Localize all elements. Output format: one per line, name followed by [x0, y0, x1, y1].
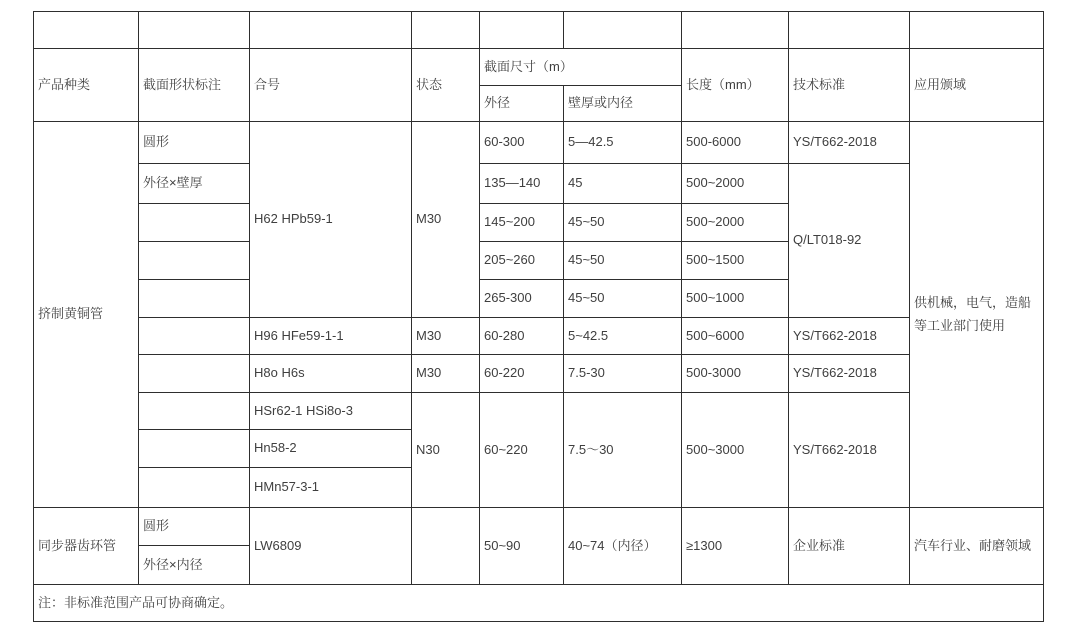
cell-outer-diameter: 265-300	[480, 280, 564, 318]
cell-standard: YS/T662-2018	[789, 122, 910, 164]
empty-cell	[139, 355, 250, 393]
cell-alloy: H8o H6s	[250, 355, 412, 393]
cell-state: M30	[412, 122, 480, 318]
empty-cell	[139, 318, 250, 355]
cell-outer-diameter: 50~90	[480, 508, 564, 585]
cell-application: 供机械，电气，造船等工业部门使用	[910, 122, 1044, 508]
table-row	[34, 508, 1044, 546]
cell-shape: 圆形	[139, 122, 250, 164]
cell-length: 500~6000	[682, 318, 789, 355]
cell-shape: 外径×内径	[139, 546, 250, 585]
cell-wall: 7.5-30	[564, 355, 682, 393]
cell-length: ≥1300	[682, 508, 789, 585]
header-application: 应用颁域	[910, 49, 1044, 122]
cell-length: 500~2000	[682, 164, 789, 204]
empty-cell	[412, 508, 480, 585]
empty-cell	[139, 280, 250, 318]
table-row	[34, 164, 1044, 204]
cell-standard: YS/T662-2018	[789, 318, 910, 355]
cell-state: N30	[412, 393, 480, 508]
cell-alloy: H96 HFe59-1-1	[250, 318, 412, 355]
cell-outer-diameter: 60-220	[480, 355, 564, 393]
cell-outer-diameter: 60-280	[480, 318, 564, 355]
product-spec-table	[33, 11, 1044, 622]
note-row	[34, 585, 1044, 622]
cell-alloy: H62 HPb59-1	[250, 122, 412, 318]
cell-shape: 圆形	[139, 508, 250, 546]
table-row	[34, 393, 1044, 430]
cell-standard: YS/T662-2018	[789, 355, 910, 393]
empty-cell	[139, 242, 250, 280]
header-alloy-no: 合号	[250, 49, 412, 122]
cell-wall: 5—42.5	[564, 122, 682, 164]
note-cell: 注：非标准范围产品可协商确定。	[34, 585, 1044, 622]
cell-product-group-extruded: 挤制黄铜管	[34, 122, 139, 508]
empty-cell	[910, 12, 1044, 49]
header-product-type: 产品种类	[34, 49, 139, 122]
cell-wall: 7.5～30	[564, 393, 682, 508]
cell-wall: 45~50	[564, 204, 682, 242]
cell-outer-diameter: 205~260	[480, 242, 564, 280]
cell-alloy: HMn57-3-1	[250, 468, 412, 508]
cell-outer-diameter: 60-300	[480, 122, 564, 164]
cell-length: 500~3000	[682, 393, 789, 508]
header-outer-diameter: 外径	[480, 86, 564, 122]
empty-cell	[139, 430, 250, 468]
header-section-shape: 截面形状标注	[139, 49, 250, 122]
empty-cell	[682, 12, 789, 49]
header-row-1	[34, 49, 1044, 86]
empty-cell	[139, 393, 250, 430]
cell-standard: 企业标准	[789, 508, 910, 585]
cell-alloy: HSr62-1 HSi8o-3	[250, 393, 412, 430]
empty-cell	[412, 12, 480, 49]
cell-standard: YS/T662-2018	[789, 393, 910, 508]
table-row	[34, 318, 1044, 355]
empty-cell	[139, 204, 250, 242]
cell-wall: 5~42.5	[564, 318, 682, 355]
header-state: 状态	[412, 49, 480, 122]
empty-cell	[139, 12, 250, 49]
empty-cell	[139, 468, 250, 508]
empty-top-row	[34, 12, 1044, 49]
header-wall-or-inner-diameter: 壁厚或内径	[564, 86, 682, 122]
empty-cell	[480, 12, 564, 49]
cell-wall: 45~50	[564, 242, 682, 280]
cell-outer-diameter: 60~220	[480, 393, 564, 508]
cell-wall: 45~50	[564, 280, 682, 318]
cell-outer-diameter: 145~200	[480, 204, 564, 242]
cell-state: M30	[412, 355, 480, 393]
cell-length: 500-6000	[682, 122, 789, 164]
cell-alloy: Hn58-2	[250, 430, 412, 468]
empty-cell	[564, 12, 682, 49]
cell-application: 汽车行业、耐磨领域	[910, 508, 1044, 585]
table-row	[34, 355, 1044, 393]
cell-product-group-synchronizer: 同步器齿环管	[34, 508, 139, 585]
header-length: 长度（mm）	[682, 49, 789, 122]
table-row	[34, 122, 1044, 164]
cell-outer-diameter: 135—140	[480, 164, 564, 204]
cell-state: M30	[412, 318, 480, 355]
header-section-size: 截面尺寸（m）	[480, 49, 682, 86]
cell-length: 500~1000	[682, 280, 789, 318]
header-tech-standard: 技术标准	[789, 49, 910, 122]
empty-cell	[250, 12, 412, 49]
empty-cell	[34, 12, 139, 49]
cell-standard: Q/LT018-92	[789, 164, 910, 318]
cell-length: 500-3000	[682, 355, 789, 393]
cell-length: 500~2000	[682, 204, 789, 242]
cell-wall: 40~74（内径）	[564, 508, 682, 585]
cell-alloy: LW6809	[250, 508, 412, 585]
cell-wall: 45	[564, 164, 682, 204]
cell-shape: 外径×壁厚	[139, 164, 250, 204]
cell-length: 500~1500	[682, 242, 789, 280]
empty-cell	[789, 12, 910, 49]
